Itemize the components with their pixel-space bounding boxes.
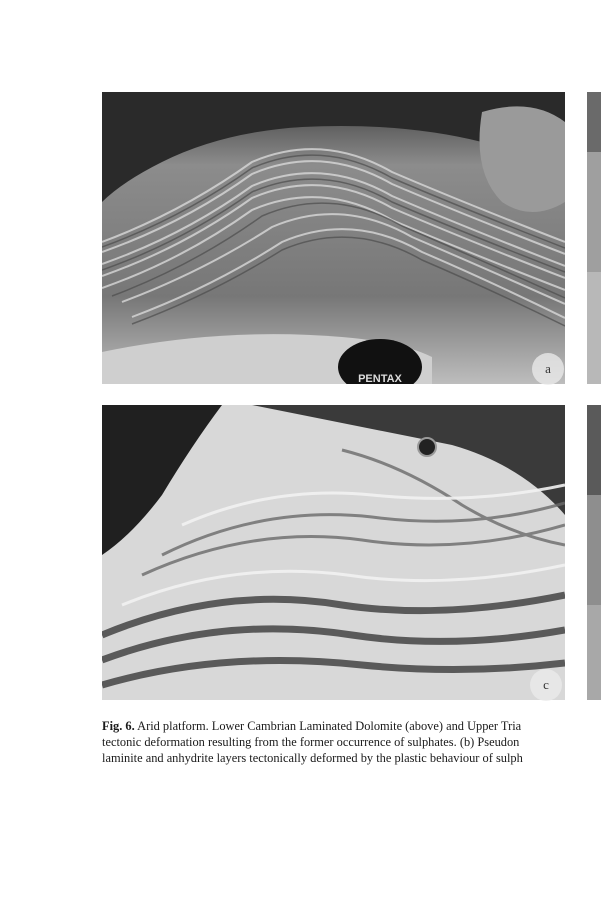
- lens-cap-text: PENTAX: [358, 373, 402, 384]
- photo-panel-a: [102, 92, 565, 384]
- caption-line-2: tectonic deformation resulting from the former occurrence of sulphates. (b) Pseudon: [102, 735, 520, 749]
- panel-label-c: c: [530, 669, 562, 701]
- panel-label-a: a: [532, 353, 564, 385]
- caption-line-1: [102, 718, 601, 734]
- photo-panel-b-cropped: [587, 92, 601, 384]
- caption-text-1: Arid platform. Lower Cambrian Laminated Dolomite (above) and Upper Tria: [137, 719, 522, 733]
- caption-line-3: laminite and anhydrite layers tectonically deformed by the plastic behaviour of sulph: [102, 751, 523, 765]
- figure-caption: [102, 718, 601, 766]
- figure-label: Fig. 6.: [102, 719, 135, 733]
- photo-panel-c: [102, 405, 565, 700]
- photo-panel-d-cropped: [587, 405, 601, 700]
